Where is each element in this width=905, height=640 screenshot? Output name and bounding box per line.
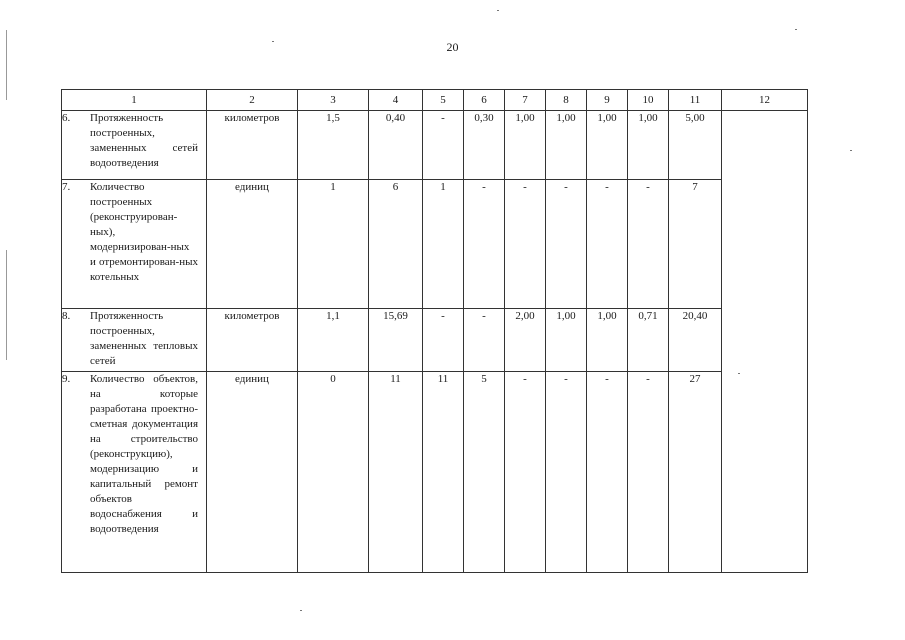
indicator-label: Количество объектов, на которые разработана проектно-сметная документация на строительство (реконструкцию), модернизацию и капитальный ремонт объектов водоснабжения и водоотведения [90,373,198,535]
value-cell: - [464,180,505,309]
value-cell: - [628,180,669,309]
indicator-name-cell [62,180,207,309]
table-row [62,309,808,372]
table-row [62,372,808,573]
row-number: 7. [62,181,71,193]
value-cell: 1,00 [628,111,669,180]
indicator-label: Количество построенных (реконструирован-ных), модернизирован-ных и отремонтирован-ных котельных [90,181,198,283]
value-cell: - [423,309,464,372]
column-12-cell [722,111,808,573]
value-cell: 1,00 [546,111,587,180]
value-cell: 27 [669,372,722,573]
column-header: 10 [628,90,669,111]
value-cell: 2,00 [505,309,546,372]
value-cell: 5,00 [669,111,722,180]
column-header: 5 [423,90,464,111]
value-cell: 6 [369,180,423,309]
column-header: 8 [546,90,587,111]
value-cell: 0,30 [464,111,505,180]
value-cell: 11 [423,372,464,573]
unit-cell: единиц [207,180,298,309]
column-header: 6 [464,90,505,111]
value-cell: 0,40 [369,111,423,180]
unit-cell: километров [207,111,298,180]
column-header: 11 [669,90,722,111]
indicator-name-cell [62,309,207,372]
value-cell: 7 [669,180,722,309]
scan-margin-line [6,30,7,100]
value-cell: - [505,372,546,573]
value-cell: 15,69 [369,309,423,372]
value-cell: 1,1 [298,309,369,372]
column-header: 2 [207,90,298,111]
value-cell: 1 [423,180,464,309]
indicator-name-cell [62,372,207,573]
column-header: 1 [62,90,207,111]
column-header: 9 [587,90,628,111]
value-cell: 0,71 [628,309,669,372]
indicator-name-cell [62,111,207,180]
value-cell: 1,00 [587,111,628,180]
table-row [62,180,808,309]
value-cell: - [587,180,628,309]
value-cell: 1,00 [587,309,628,372]
row-number: 8. [62,310,71,322]
column-number-row [62,90,808,111]
value-cell: - [423,111,464,180]
value-cell: - [505,180,546,309]
value-cell: - [546,180,587,309]
value-cell: 20,40 [669,309,722,372]
value-cell: 1,5 [298,111,369,180]
row-number: 6. [62,112,71,124]
scan-margin-line [6,250,7,360]
indicator-label: Протяженность построенных, замененных сетей водоотведения [90,112,198,169]
value-cell: 1 [298,180,369,309]
column-header: 3 [298,90,369,111]
value-cell: - [546,372,587,573]
column-header: 12 [722,90,808,111]
column-header: 7 [505,90,546,111]
row-number: 9. [62,373,71,385]
page-number: 20 [446,40,459,54]
table-row [62,111,808,180]
value-cell: - [628,372,669,573]
column-header: 4 [369,90,423,111]
value-cell: 1,00 [505,111,546,180]
unit-cell: километров [207,309,298,372]
value-cell: 11 [369,372,423,573]
value-cell: - [464,309,505,372]
value-cell: 5 [464,372,505,573]
value-cell: 1,00 [546,309,587,372]
indicator-label: Протяженность построенных, замененных тепловых сетей [90,310,198,367]
unit-cell: единиц [207,372,298,573]
value-cell: - [587,372,628,573]
value-cell: 0 [298,372,369,573]
indicators-table [61,89,808,573]
